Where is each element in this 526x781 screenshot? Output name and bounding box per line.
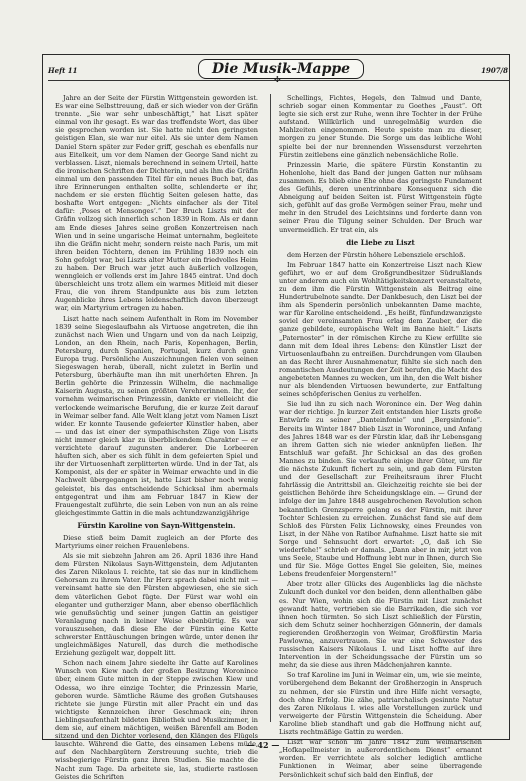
column-divider: [270, 94, 271, 722]
paragraph: So traf Karoline im Juni in Weimar ein, um, wie sie meinte, vorübergehend dem Bekannt der Großherzogin in Anspruch zu nehmen, der sie Fürstin und ihre Hilfe nicht versagte, doch ohne Erfolg. Die zähe, patriarchalisch gesinnte Natur des Zaren Nikolaus I. wies alle Vorstellungen zurück und verweigerte der Fürstin Wittgenstein die Scheidung. Aber Karoline blieb standhaft und gab die Hoffnung nicht auf, Liszts rechtmäßige Gattin zu werden.: [279, 671, 482, 737]
year-label: 1907/8: [481, 66, 508, 75]
paragraph: dem Herzen der Fürstin höhere Lebensziele erschloß.: [287, 250, 466, 259]
paragraph: Jahre an der Seite der Fürstin Wittgenstein geworden ist. Es war eine Selbsttreuung, daß er sich wieder von der Gräfin trennte. „Sie war sehr unbeschäftigt,“ hat Liszt später einmal von ihr gesagt. Es war das treffendste Wort, das über sie gesprochen worden ist. Sie hatte nicht den geringsten geistigen Elan, sie war nur eitel. Als sie unter dem Namen Daniel Stern später zur Feder griff, geschah es ebenfalls nur aus Eitelkeit, um vor dem Namen der George Sand nicht zu verblassen. Liszt, niemals berechnend in seinem Urteil, hatte die ironischen Schriften der Dichterin, und als ihm die Gräfin einmal um den passenden Titel für ein neues Buch bat, das ihre Erinnerungen enthalten sollte, schlenderte er ihr, nachdem er sie ersten flüchtig Seiten gelesen hatte, das boshafte Wort entgegen: „Nichts einfacher als der Titel dafür: ‚Poses et Mensonges‘.“ Der Bruch Liszts mit der Gräfin vollzog sich innerlich schon 1839 in Rom. Als er dann am Ende dieses Jahres seine großen Konzertreisen nach Wien und in seine ungarische Heimat unternahm, begleitete ihn die Gräfin nicht mehr, sondern reiste nach Paris, um mit ihren beiden Töchtern, denen im Frühling 1839 noch ein Sohn gefolgt war, bei Liszts alter Mutter ein friedvolles Heim zu haben. Der Bruch war jetzt auch äußerlich vollzogen, wenngleich er vollends erst im Jahre 1845 eintrat. Und doch überschleicht uns trotz allem ein warmes Mitleid mit dieser Frau, die von ihrem Standpunkte aus bis zum letzten Augenblicke ihres Lebens leidenschaftlich davon überzeugt war, ein Martyrium ertragen zu haben.: [55, 94, 258, 313]
paragraph: Schellings, Fichtes, Hegels, den Talmud und Dante, schrieb sogar einen Kommentar zu Goethes „Faust“. Oft legte sie sich erst zur Ruhe, wenn ihre Tochter in der Frühe aufstand. Willkürlich und unregelmäßig wurden die Mahlzeiten eingenommen. Heute speiste man zu dieser, morgen zu jener Stunde. Die Sorge um das leibliche Wohl spielte bei der nur brennenden Wissensdurst verzehrten Fürstin zeitlebens eine gänzlich nebensächliche Rolle.: [279, 94, 482, 159]
ornament-icon: ✣: [274, 75, 281, 84]
magazine-title: Die Musik-Mappe: [198, 59, 364, 79]
section-heading: die Liebe zu Liszt: [346, 237, 415, 247]
paragraph: Liszt war schon im Jahre 1842 zum weimarischen „Hofkapellmeister in außerordentlichem Dienst“ ernannt worden. Er verrichtete als solcher lediglich amtliche Funktionen in Weimar, aber seine überragende Persönlichkeit schuf sich bald den Einfluß, der: [279, 738, 482, 779]
paragraph: Aber trotz aller Glücks des Augenblicks lag die nächste Zukunft doch dunkel vor den beiden, denn allenthalben gäbe es. Nur Wien, wohin sich die Fürstin mit Liszt zunächst gewandt hatte, vertrieben sie die Barrikaden, die sich vor ihnen hoch türmten. So sich Liszt schließlich der Fürstin, sich dem Schutz seiner hochherzigen Gönnerin, der damals regierenden Großherzogin von Weimar, Großfürstin Maria Pawlowna, anzuvertrauen. Sie war eine Schwester des russischen Kaisers Nikolaus I. und Liszt hoffte auf ihre Intervention in der Scheidungssache der Fürstin um so mehr, da sie diese aus ihren Mädchenjahren kannte.: [279, 580, 482, 670]
page-number: — 42 —: [246, 740, 280, 750]
issue-label: Heft 11: [48, 66, 78, 75]
paragraph: Als sie mit siebzehn Jahren am 26. April 1836 ihre Hand dem Fürsten Nikolaus Sayn-Wittgenstein, dem Adjutanten des Zaren Nikolaus I. reichte, tat sie das nur in kindlichem Gehorsam zu ihrem Vater. Ihr Herz sprach dabei nicht mit — vereinsamt hatte sie den Fürsten abgewiesen, ehe sie sich dem väterlichen Gebot fügte. Der Fürst war wohl ein eleganter und gutherziger Mann, aber ebenso oberflächlich wie genußsüchtig und seiner jungen Gattin an geistiger Veranlagung nach in keiner Weise ebenbürtig. Es war vorauszusehen, daß diese Ehe der Fürstin eine Kette schwerster Enttäuschungen bringen würde, unter denen ihr ungleichmäßiges Naturell, das durch die methodische Erziehung gezügelt war, doppelt litt.: [55, 552, 258, 658]
page-header: [48, 56, 510, 86]
paragraph: Prinzessin Marie, die spätere Fürstin Konstantin zu Hohenlohe, hielt das Band der jungen Gatten nur mühsam zusammen. Es blieb eine Ehe ohne das geringste Fundament des Gefühls, deren unentrinnbare Konsequenz sich die Abneigung auf beiden Seiten ist. Fürst Wittgenstein fügte sich, gefühlt auf das große Vermögen seiner Frau, mehr und mehr in den Strudel des Leichtsinns und forderte dann von seiner Frau die Tilgung seiner Schulden. Der Bruch war unvermeidlich. Er trat ein, als: [279, 160, 482, 234]
paragraph: Liszt hatte nach seinem Aufenthalt in Rom im November 1839 seine Siegeslaufbahn als Virtuose angetreten, die ihn zunächst nach Wien und Ungarn und von da nach Leipzig, London, an den Rhein, nach Paris, Kopenhagen, Berlin, Petersburg, durch Spanien, Portugal, kurz durch ganz Europa trug. Persönliche Auszeichnungen fielen von seinen Siegeswagen herab, überall, nicht zuletzt in Berlin und Petersburg, überhäufte man ihn mit unerhörten Ehren. Jn Berlin gehörte die Prinzessin Wilhelm, die nachmalige Kaiserin Augusta, zu seinen größten Verehrerinnen. Ihr, der vornehm weimarischen Prinzessin, dankte er vielleicht die verlockende weimarische Berufung, die er kurze Zeit darauf in Weimar selber fand. Alle Welt klang jetzt vom Namen Liszt wider. Er konnte Tausende gefeierter Künstler haben, aber — und das ist einer der sympathischsten Züge von Liszts nicht immer gleich klar zu überblickendem Charakter — er verzichtete darauf zugunsten anderer. Die Lorbeeren häuften sich, aber es sich fühlt in dem gefeierten Spiel und ihr der Virtuosenhaft zerplitterten würde. Und in der Tat, als Komponist, als der er später in Weimar erwachte und in die Nachwelt übergegangen ist, hatte Liszt bisher noch wenig geleistet, bis das entscheidende Schicksal ihm abermals entgegentrat und ihm am Februar 1847 in Kiew der Frauengestalt zuführte, die sein Leben von nun an als reine gleichgestimmte Gattin in die mals achtundzwanzigjährige: [55, 314, 258, 517]
paragraph: Sie lud ihn zu sich nach Woronince ein. Der Weg dahin war der richtige. Jn kurzer Zeit entstanden hier Liszts große Entwürfe zu seiner „Danteinfonie“ und „Bergsinfonie“. Bereits im Winter 1847 blieb Liszt in Woronince, und Anfang des Jahres 1848 war es der Fürstin klar, daß ihr Lebensgang an ihrem Gatten sich nie wieder anknüpfen ließen. Ihr Entschluß war gefaßt. Jhr Schicksal an das des großen Mannes zu binden. Sie verkaufte einige ihrer Güter, um für die nächste Zukunft fichert zu sein, und gab dem Fürsten und der Gesellschaft zur Freiheitsraum ihrer Flucht fahrlässig die Antrittsbil an. Gleichzeitig reichte sie bei der geistlichen Behörde ihre Scheidungsklage ein. — Grund der infolge der im Jahre 1848 ausgebrochenen Revolution schon bekanntlich Grenzsperre gelang es der Fürstin, mit ihrer Tochter Schlesien zu erreichen. Zunächst fand sie auf dem Schloß des Fürsten Felix Lichnowsky, eines Freundes von Liszt, in der Nähe von Ratibor Aufnahme. Liszt hatte sie mit Sorge und Sehnsucht dort erwartet: „O, daß ich Sie wiederfehe!“ schrieb er damals. „Dann aber in mir, jetzt von uns Seele, Staube und Hoffnung lebt nur in Ihnen, durch Sie und für Sie. Möge Gottes Engel Sie geleiten, Sie, meines Lebens freudenfeier Morgenstern!“: [279, 400, 482, 579]
paragraph: Im Februar 1847 hatte ein Konzertreise Liszt nach Kiew geführt, wo er auf dem Großgrundbesitzer Südrußlands unter anderem auch ein Wohltätigkeitskonzert veranstaltete, zu dem ihm die Fürstin Wittgenstein als Beitrag eine Hundertrubelnote sandte. Der Dankbesuch, den Liszt bei der ihm als Spenderin persönlich unbekannten Dame machte, war für Karoline entscheidend. „Es heißt, fünfundzwanzigste soviel der vereinsamten Frau erlag dem Zauber, der die ganze gebildete, europäische Welt im Banne hielt.“ Liszts „Paternoster“ in der römischen Kirche zu Kiew erfüllte sie dann mit dem Ideal ihres Lebens: den Künstler Liszt der Virtuosenlaufbahn zu entreißen. Durchdrungen vom Glauben an das Recht ihrer Ausnahmenatur, fühlte sie sich nach den romantischen Ausdeutungen der Zeit berufen, die Macht des angebeteten Mannes zu wecken, um ihn, den die Welt bisher nur als blendenden Virtuosen bewunderte, zur Entfaltung seines schöpferischen Genius zu verhelfen.: [279, 260, 482, 399]
section-heading: Fürstin Karoline von Sayn-Wittgenstein.: [77, 520, 236, 530]
paragraph: Diese stieß beim Damit zugleich an der Pforte des Martyriums einer reichen Frauenlebens.: [55, 533, 258, 550]
paragraph: Schon nach einem Jahre siedelte ihr Gatte auf Karolines Wunsch von Kiew nach der großen Besitzung Woronince über, einem Gute mitten in der Steppe zwischen Kiew und Odessa, wo ihre einzige Tochter, die Prinzessin Marie, geboren wurde. Sämtliche Räume des großen Gutshauses richtete sie junge Fürstin mit aller Pracht ein und das wichtigste Kennzeichen ihrer Geschmack ein; ihren Lieblingsaufenthalt bildeten Bibliothek und Musikzimmer, in dem sie, auf einem mächtigen, weißen Bärenfell am Boden sitzend und den Dichter vorlesend, den Klängen des Flügels lauschte. Während die Gatte, des einsamen Lebens müde, auf den Nachbargütern Zerstreuung suchte, trieb die wissbegierige Fürstin ganz ihren Studien. Sie machte die Nacht zum Tage. Da arbeitete sie, las, studierte rastlosen Geistes die Schriften: [55, 659, 258, 781]
right-column: [279, 94, 482, 779]
left-column: [55, 94, 258, 781]
